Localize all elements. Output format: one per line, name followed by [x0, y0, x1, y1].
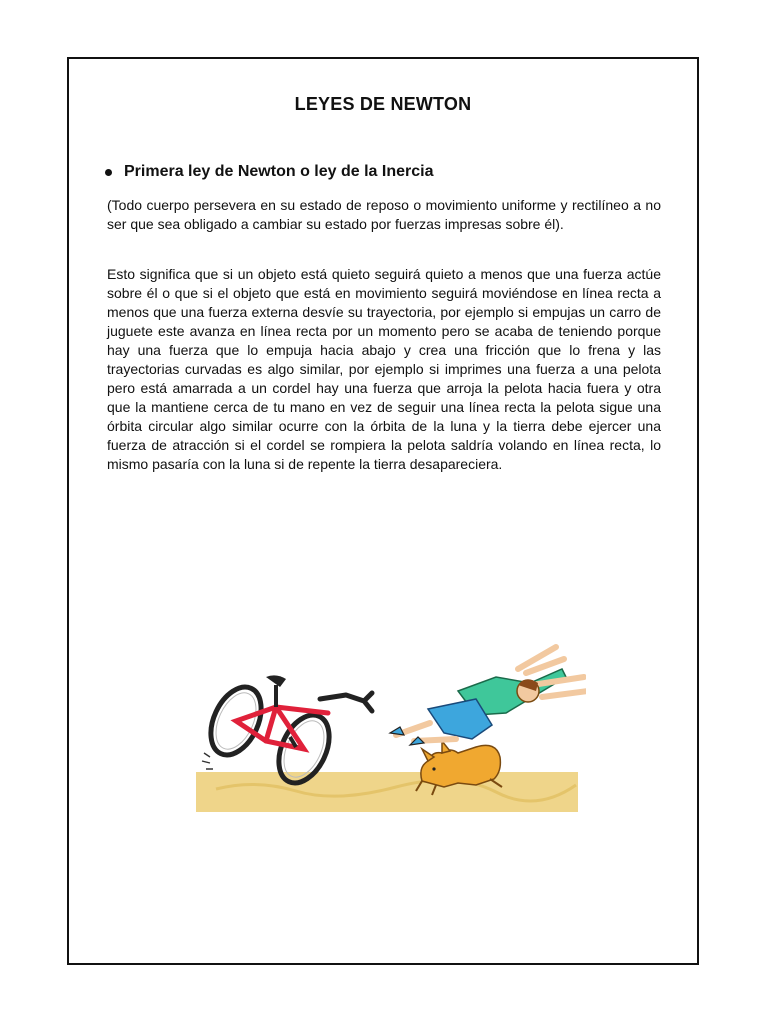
page-title: LEYES DE NEWTON [294, 94, 472, 114]
ground-strip [196, 772, 578, 812]
section-heading-text: Primera ley de Newton o ley de la Inercia [124, 163, 434, 180]
falling-boy [390, 647, 586, 745]
cyclist-falling-illustration [196, 629, 586, 819]
bullet-icon [105, 169, 112, 176]
page-frame [67, 57, 699, 965]
section-heading [105, 163, 433, 181]
definition-paragraph: (Todo cuerpo persevera en su estado de reposo o movimiento uniforme y rectilíneo a no ser que sea obligado a cambiar su estado por fuerzas impresas sobre él). [107, 197, 661, 232]
explanation-paragraph: Esto significa que si un objeto está quieto seguirá quieto a menos que una fuerza actúe sobre él o que si el objeto que está en movimiento seguirá moviéndose en línea recta a menos que una fuerza externa desvíe su trayectoria, por ejemplo si empujas un carro de juguete este avanza en línea recta por un momento pero se acaba de teniendo porque hay una fuerza que lo empuja hacia abajo y crea una fricción que lo frena y las trayectorias curvadas es algo similar, por ejemplo si imprimes una fuerza a una pelota pero está amarrada a un cordel hay una fuerza que arroja la pelota hacia fuera y otra que la mantiene cerca de tu mano en vez de seguir una línea recta la pelota sigue una órbita circular algo similar ocurre con la órbita de la luna y la tierra debe ejercer una fuerza de atracción si el cordel se rompiera la pelota saldría volando en línea recta, lo mismo pasaría con la luna si de repente la tierra desapareciera. [107, 266, 661, 472]
